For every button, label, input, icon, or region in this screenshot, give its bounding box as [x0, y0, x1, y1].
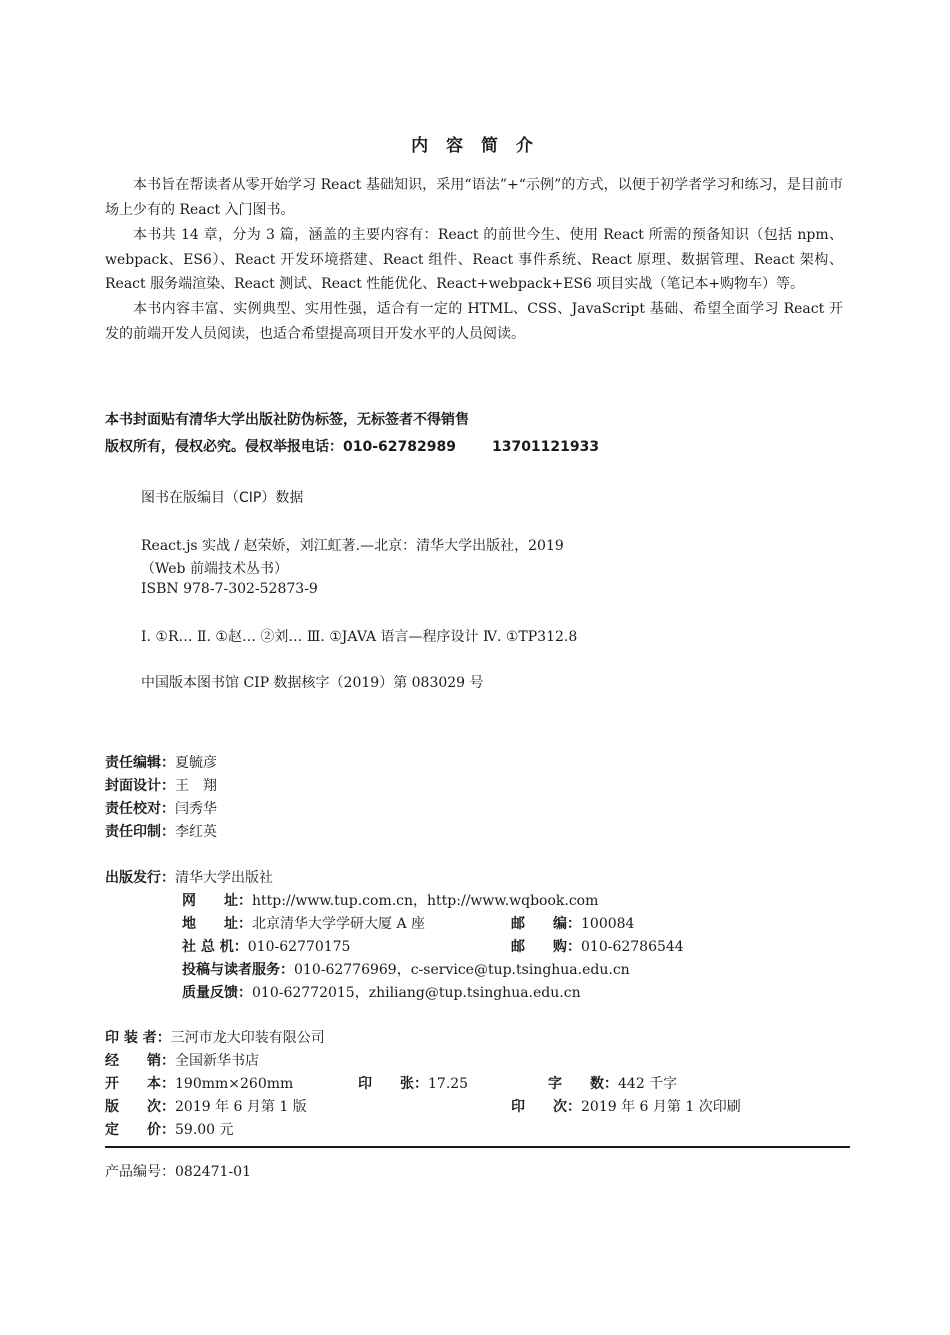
mail-order-value: 010-62786544: [581, 939, 684, 955]
price-line: [105, 1119, 234, 1139]
cip-classification: Ⅰ. ①R… Ⅱ. ①赵… ②刘… Ⅲ. ①JAVA 语言—程序设计 Ⅳ. ①TP312.8: [141, 629, 578, 645]
product-code-value: 082471-01: [175, 1164, 251, 1180]
printing-label: 印 次：: [511, 1099, 581, 1115]
switchboard-value: 010-62770175: [247, 939, 351, 955]
publisher-address: [182, 913, 425, 933]
sheets-value: 17.25: [428, 1076, 469, 1092]
printer-label: 印 装 者：: [105, 1030, 171, 1046]
publisher-reader-service: [182, 959, 630, 979]
distributor-value: 全国新华书店: [175, 1053, 259, 1069]
staff-value: 李红英: [175, 824, 217, 840]
publisher-feedback: [182, 982, 581, 1002]
publisher-mail-order: [511, 936, 684, 956]
page-title: 内 容 简 介: [411, 136, 539, 156]
staff-label: 责任印制：: [105, 824, 175, 840]
website-label: 网 址：: [182, 893, 252, 909]
summary-paragraph-2: 本书共 14 章，分为 3 篇，涵盖的主要内容有：React 的前世今生、使用 React 所需的预备知识（包括 npm、webpack、ES6）、React 开发环境搭建、React 组件、React 事件系统、React 原理、数据管理、React 架构、React 服务端渲染、React 测试、React 性能优化、React+webpack+ES6 项目实战（笔记本+购物车）等。: [105, 227, 843, 292]
divider-rule: [105, 1146, 850, 1148]
printing-line: [511, 1096, 741, 1116]
staff-label: 封面设计：: [105, 778, 175, 794]
format-value: 190mm×260mm: [175, 1076, 294, 1092]
summary-paragraph-1: 本书旨在帮读者从零开始学习 React 基础知识，采用“语法”+“示例”的方式，以便于初学者学习和练习，是目前市场上少有的 React 入门图书。: [105, 177, 843, 218]
printing-value: 2019 年 6 月第 1 次印刷: [581, 1099, 741, 1115]
publisher-line: [105, 867, 273, 887]
publisher-website: [182, 890, 598, 910]
copyright-notice-text: 版权所有，侵权必究。侵权举报电话：010-62782989: [105, 439, 456, 455]
publisher-value: 清华大学出版社: [175, 870, 273, 886]
report-phone-2: 13701121933: [491, 439, 600, 455]
price-label: 定 价：: [105, 1122, 175, 1138]
word-count-line: [548, 1073, 677, 1093]
mail-order-label: 邮 购：: [511, 939, 581, 955]
cip-heading: 图书在版编目（CIP）数据: [141, 490, 304, 506]
staff-label: 责任校对：: [105, 801, 175, 817]
staff-label: 责任编辑：: [105, 755, 175, 771]
staff-printing: [105, 821, 217, 841]
feedback-label: 质量反馈：: [182, 985, 252, 1001]
website-value: http://www.tup.com.cn，http://www.wqbook.com: [252, 893, 599, 909]
edition-line: [105, 1096, 307, 1116]
cip-line-1: React.js 实战 / 赵荣娇，刘江虹著.—北京：清华大学出版社，2019: [141, 538, 564, 554]
product-code-label: 产品编号：: [105, 1164, 175, 1180]
sheets-line: [358, 1073, 468, 1093]
format-label: 开 本：: [105, 1076, 175, 1092]
cip-isbn: ISBN 978-7-302-52873-9: [141, 581, 318, 597]
word-count-label: 字 数：: [548, 1076, 618, 1092]
edition-label: 版 次：: [105, 1099, 175, 1115]
format-line: [105, 1073, 293, 1093]
publisher-switchboard: [182, 936, 350, 956]
address-value: 北京清华大学学研大厦 A 座: [252, 916, 426, 932]
zip-label: 邮 编：: [511, 916, 581, 932]
printer-value: 三河市龙大印装有限公司: [170, 1030, 325, 1046]
staff-value: 夏毓彦: [175, 755, 217, 771]
reader-service-value: 010-62776969，c-service@tup.tsinghua.edu.cn: [294, 962, 630, 978]
distributor-label: 经 销：: [105, 1053, 175, 1069]
summary-paragraph-3: 本书内容丰富、实例典型、实用性强，适合有一定的 HTML、CSS、JavaScript 基础、希望全面学习 React 开发的前端开发人员阅读，也适合希望提高项目开发水平的人员阅读。: [105, 301, 843, 342]
feedback-value: 010-62772015，zhiliang@tup.tsinghua.edu.cn: [252, 985, 581, 1001]
staff-value: 王 翔: [175, 778, 217, 794]
cip-record: 中国版本图书馆 CIP 数据核字（2019）第 083029 号: [141, 675, 484, 691]
publisher-label: 出版发行：: [105, 870, 175, 886]
cip-line-2: （Web 前端技术丛书）: [141, 561, 288, 577]
edition-value: 2019 年 6 月第 1 版: [175, 1099, 307, 1115]
staff-cover-design: [105, 775, 217, 795]
distributor-line: [105, 1050, 259, 1070]
printer-line: [105, 1027, 325, 1047]
zip-value: 100084: [581, 916, 635, 932]
anti-counterfeit-notice: 本书封面贴有清华大学出版社防伪标签，无标签者不得销售: [105, 412, 469, 428]
price-value: 59.00 元: [175, 1122, 234, 1138]
sheets-label: 印 张：: [358, 1076, 428, 1092]
product-code-line: [105, 1161, 251, 1181]
switchboard-label: 社 总 机：: [182, 939, 248, 955]
staff-proofreader: [105, 798, 217, 818]
word-count-value: 442 千字: [618, 1076, 678, 1092]
reader-service-label: 投稿与读者服务：: [182, 962, 294, 978]
publisher-zip: [511, 913, 634, 933]
staff-value: 闫秀华: [175, 801, 217, 817]
address-label: 地 址：: [182, 916, 252, 932]
copyright-notice: [105, 436, 599, 456]
staff-editor: [105, 752, 217, 772]
